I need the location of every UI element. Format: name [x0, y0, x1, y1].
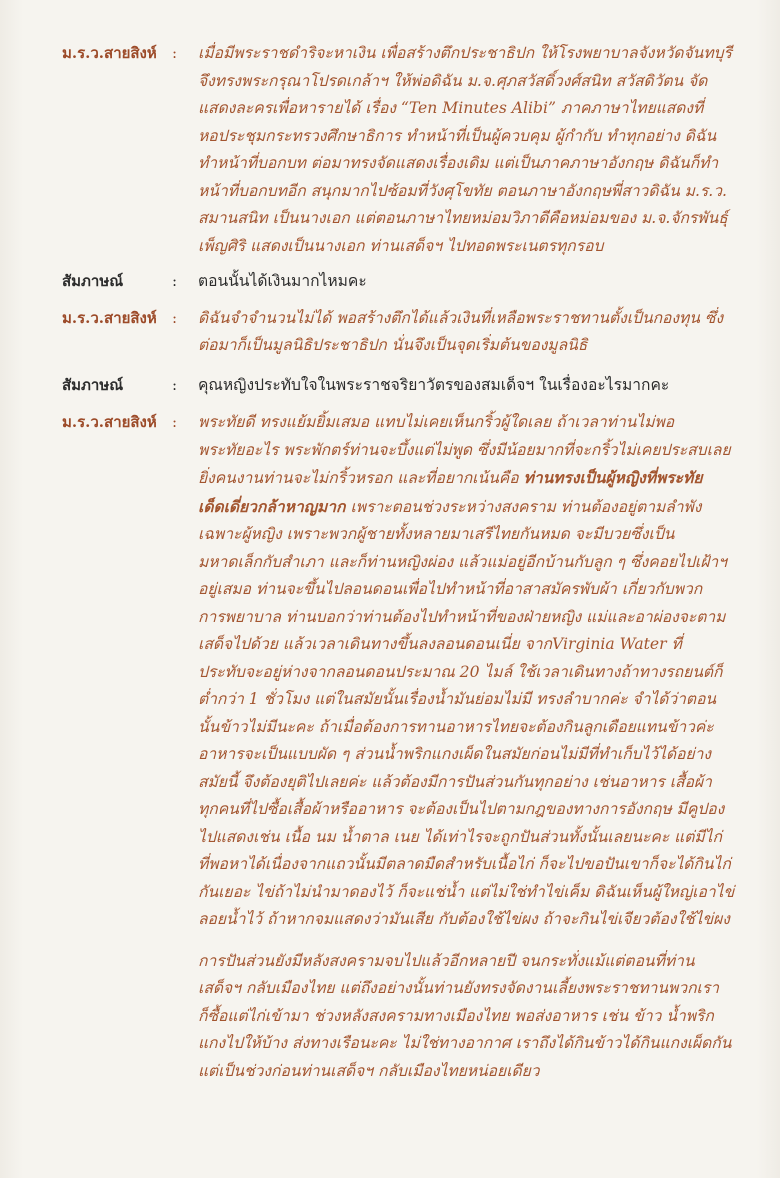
text-line: เฉพาะผู้หญิง เพราะพวกผู้ชายทั้งหลายมาเสรีไทยกันหมด จะมีบวยซึ่งเป็น	[198, 525, 675, 543]
text-line: เสด็จไปด้วย แล้วเวลาเดินทางขึ้นลงลอนดอนเนี่ย จากVirginia Water ที่	[198, 635, 682, 653]
text-line: แสดงละครเพื่อหารายได้ เรื่อง “Ten Minutes Alibi” ภาคภาษาไทยแสดงที่	[198, 99, 704, 117]
text-line: แต่เป็นช่วงก่อนท่านเสด็จฯ กลับเมืองไทยหน่อยเดียว	[198, 1061, 540, 1080]
dialogue-entry	[62, 305, 730, 360]
continuation-paragraph	[198, 948, 730, 1086]
text-line: พระทัยอะไร พระพักตร์ท่านจะบึ้งแต่ไม่พูด ซึ่งมีน้อยมากที่จะกริ้วไม่เคยประสบเลย	[198, 440, 731, 459]
dialogue-entry	[62, 268, 730, 296]
text-line: ดิฉันจำจำนวนไม่ได้ พอสร้างตึกได้แล้วเงินที่เหลือพระราชทานตั้งเป็นกองทุน ซึ่ง	[198, 308, 724, 327]
text-line: ทุกคนที่ไปซื้อเสื้อผ้าหรืออาหาร จะต้องเป็นไปตามกฎของทางการอังกฤษ มีคูปอง	[198, 800, 725, 818]
text-line: มหาดเล็กกับสำเภา และก็ท่านหญิงผ่อง แล้วแม่อยู่อีกบ้านกับลูก ๆ ซึ่งคอยไปเฝ้าฯ	[198, 552, 727, 571]
speaker-colon: :	[172, 413, 178, 431]
speech-text	[198, 40, 732, 260]
text-line: ลอยน้ำไว้ ถ้าหากจมแสดงว่ามันเสีย กับต้องใช้ไข่ผง ถ้าจะกินไข่เจียวต้องใช้ไข่ผง	[198, 910, 730, 928]
text-line: สมานสนิท เป็นนางเอก แต่ตอนภาษาไทยหม่อมวิภาดีคือหม่อมของ ม.จ.จักรพันธุ์	[198, 209, 728, 227]
speech-text	[198, 409, 734, 934]
speaker-colon: :	[172, 44, 178, 62]
text-line: คุณหญิงประทับใจในพระราชจริยาวัตรของสมเด็จฯ ในเรื่องอะไรมากคะ	[198, 375, 670, 394]
speaker-name: สัมภาษณ์	[62, 375, 124, 394]
speaker-colon: :	[172, 308, 178, 327]
text-segment: เพราะตอนช่วงระหว่างสงคราม ท่านต้องอยู่ตามลำพัง	[345, 497, 702, 516]
text-line	[198, 464, 734, 493]
text-line: การพยาบาล ท่านบอกว่าท่านต้องไปทำหน้าที่ของฝ่ายหญิง แม่และอาผ่องจะตาม	[198, 607, 726, 626]
text-segment: ยิ่งคนงานท่านจะไม่กริ้วหรอก และที่อยากเน้นคือ	[198, 469, 524, 487]
speaker-name: ม.ร.ว.สายสิงห์	[62, 44, 157, 62]
text-line: ต่ำกว่า 1 ชั่วโมง แต่ในสมัยนั้นเรื่องน้ำมันย่อมไม่มี ทรงลำบากค่ะ จำได้ว่าตอน	[198, 690, 717, 708]
question-text	[198, 268, 730, 296]
text-line: หอประชุมกระทรวงศึกษาธิการ ทำหน้าที่เป็นผู้ควบคุม ผู้กำกับ ทำทุกอย่าง ดิฉัน	[198, 126, 717, 145]
speaker-colon: :	[172, 375, 178, 394]
text-line: แกงไปให้บ้าง ส่งทางเรือนะคะ ไม่ใช่ทางอากาศ เราถึงได้กินข้าวได้กินแกงเผ็ดกัน	[198, 1034, 732, 1052]
text-line: เสด็จฯ กลับเมืองไทย แต่ถึงอย่างนั้นท่านยังทรงจัดงานเลี้ยงพระราชทานพวกเรา	[198, 979, 719, 997]
dialogue-entry	[62, 372, 730, 400]
text-line: ไปแสดงเช่น เนื้อ นม น้ำตาล เนย ได้เท่าไรจะถูกปันส่วนทั้งนั้นเลยนะคะ แต่มีไก่	[198, 827, 722, 846]
emphasized-text: เด็ดเดี่ยวกล้าหาญมาก	[198, 496, 346, 516]
text-line: เมื่อมีพระราชดำริจะหาเงิน เพื่อสร้างตึกประชาธิปก ให้โรงพยาบาลจังหวัดจันทบุรี	[198, 44, 732, 62]
text-line: ตอนนั้นได้เงินมากไหมคะ	[198, 272, 367, 290]
text-line	[198, 493, 734, 522]
speaker-colon: :	[172, 272, 178, 290]
question-text	[198, 372, 730, 400]
speaker-name: ม.ร.ว.สายสิงห์	[62, 413, 157, 431]
text-line: ต่อมาก็เป็นมูลนิธิประชาธิปก นั่นจึงเป็นจุดเริ่มต้นของมูลนิธิ	[198, 336, 588, 354]
text-line: ประทับจะอยู่ห่างจากลอนดอนประมาณ 20 ไมล์ ใช้เวลาเดินทางถ้าทางรถยนต์ก็	[198, 662, 723, 681]
text-line: จึงทรงพระกรุณาโปรดเกล้าฯ ให้พ่อดิฉัน ม.จ.ศุภสวัสดิ์วงศ์สนิท สวัสดิวัตน จัด	[198, 71, 708, 90]
text-line: สมัยนี้ จึงต้องยุติไปเลยค่ะ แล้วต้องมีการปันส่วนกันทุกอย่าง เช่นอาหาร เสื้อผ้า	[198, 772, 712, 791]
speaker-name: สัมภาษณ์	[62, 272, 124, 290]
text-line: พระทัยดี ทรงแย้มยิ้มเสมอ แทบไม่เคยเห็นกริ้วผู้ใดเลย ถ้าเวลาท่านไม่พอ	[198, 413, 675, 431]
text-line: อยู่เสมอ ท่านจะขึ้นไปลอนดอนเพื่อไปทำหน้าที่อาสาสมัครพับผ้า เกี่ยวกับพวก	[198, 580, 703, 598]
text-line: เพ็ญศิริ แสดงเป็นนางเอก ท่านเสด็จฯ ไปทอดพระเนตรทุกรอบ	[198, 236, 604, 255]
text-line: ที่พอหาได้เนื่องจากแถวนั้นมีตลาดมืดสำหรับเนื้อไก่ ก็จะไปขอปันเขาก็จะได้กินไก่	[198, 855, 731, 873]
speech-text	[198, 305, 730, 360]
text-line: ทำหน้าที่บอกบท ต่อมาทรงจัดแสดงเรื่องเดิม แต่เป็นภาคภาษาอังกฤษ ดิฉันก็ทำ	[198, 154, 719, 172]
dialogue-entry	[62, 409, 735, 934]
text-line: การปันส่วนยังมีหลังสงครามจบไปแล้วอีกหลายปี จนกระทั่งแม้แต่ตอนที่ท่าน	[198, 951, 695, 970]
text-line: หน้าที่บอกบทอีก สนุกมากไปซ้อมที่วังศุโขทัย ตอนภาษาอังกฤษพี่สาวดิฉัน ม.ร.ว.	[198, 181, 727, 200]
speaker-name: ม.ร.ว.สายสิงห์	[62, 308, 157, 327]
emphasized-text: ท่านทรงเป็นผู้หญิงที่พระทัย	[523, 468, 703, 487]
dialogue-entry	[62, 40, 730, 260]
text-line: นั้นข้าวไม่มีนะคะ ถ้าเมื่อต้องการทานอาหารไทยจะต้องกินลูกเดือยแทนข้าวค่ะ	[198, 717, 714, 736]
text-line: อาหารจะเป็นแบบผัด ๆ ส่วนน้ำพริกแกงเผ็ดในสมัยก่อนไม่มีที่ทำเก็บไว้ได้อย่าง	[198, 745, 711, 763]
text-line: กันเยอะ ไข่ถ้าไม่นำมาดองไว้ ก็จะแช่น้ำ แต่ไม่ใช่ทำไข่เค็ม ดิฉันเห็นผู้ใหญ่เอาไข่	[198, 882, 735, 901]
text-line: ก็ซื้อแต่ไก่เข้ามา ช่วงหลังสงครามทางเมืองไทย พอส่งอาหาร เช่น ข้าว น้ำพริก	[198, 1006, 714, 1025]
